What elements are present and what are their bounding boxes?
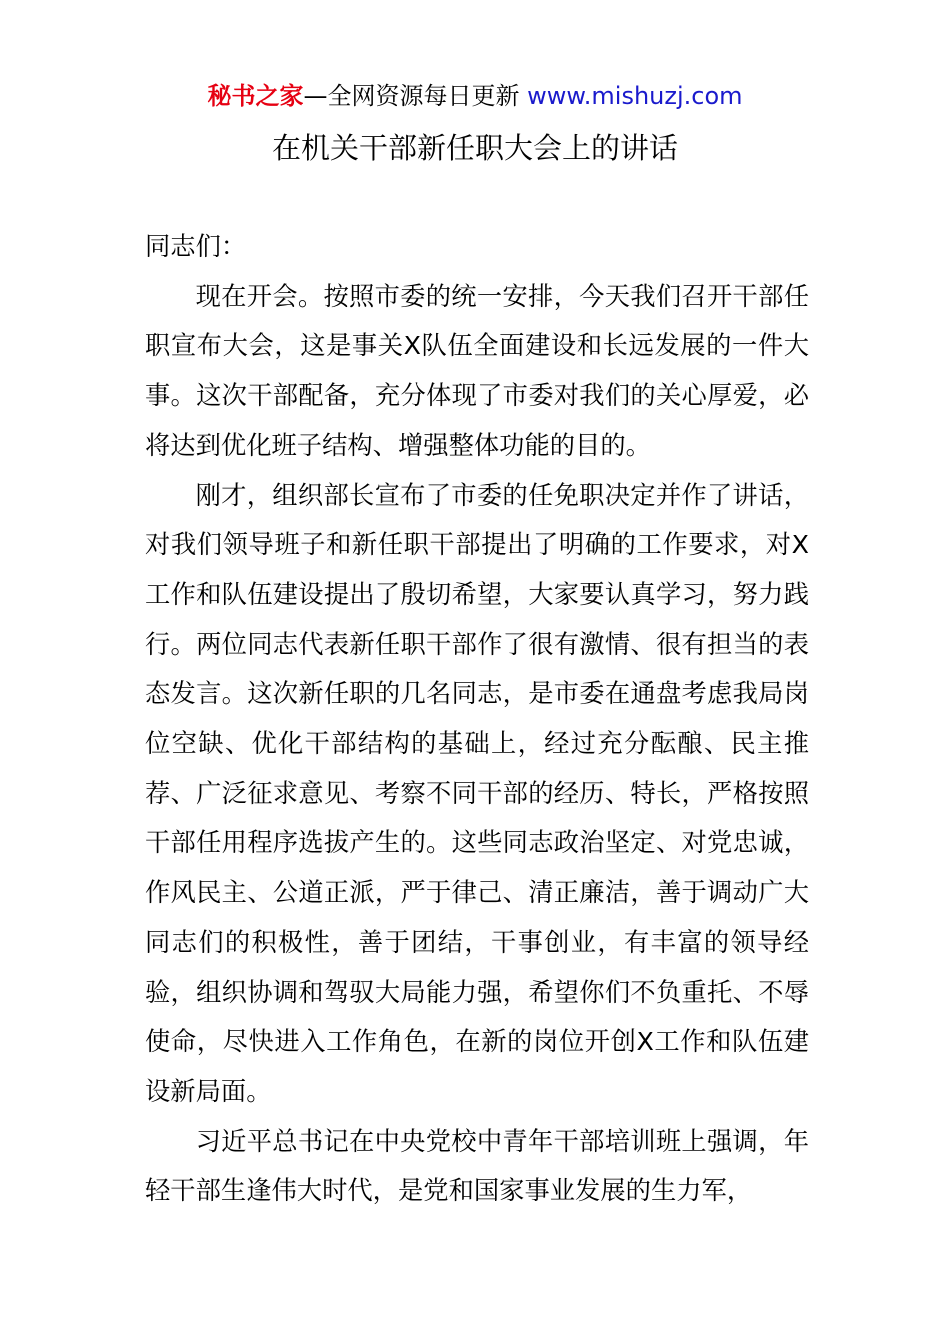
site-header [0,80,950,112]
paragraph-1: 现在开会。按照市委的统一安排，今天我们召开干部任职宣布大会，这是事关X队伍全面建设和长远发展的一件大事。这次干部配备，充分体现了市委对我们的关心厚爱，必将达到优化班子结构、增强整体功能的目的。 [145,281,809,460]
paragraph-3: 习近平总书记在中央党校中青年干部培训班上强调，年轻干部生逢伟大时代，是党和国家事业发展的生力军， [145,1126,809,1206]
site-url-link[interactable]: www.mishuzj.com [527,82,743,110]
header-tagline: —全网资源每日更新 [303,82,528,110]
brand-name: 秘书之家 [207,82,304,110]
document-title: 在机关干部新任职大会上的讲话 [271,131,678,165]
salutation: 同志们： [145,232,247,261]
document-body [145,222,809,1216]
paragraph-2: 刚才，组织部长宣布了市委的任免职决定并作了讲话，对我们领导班子和新任职干部提出了明确的工作要求，对X工作和队伍建设提出了殷切希望，大家要认真学习，努力践行。两位同志代表新任职干部作了很有激情、很有担当的表态发言。这次新任职的几名同志，是市委在通盘考虑我局岗位空缺、优化干部结构的基础上，经过充分酝酿、民主推荐、广泛征求意见、考察不同干部的经历、特长，严格按照干部任用程序选拔产生的。这些同志政治坚定、对党忠诚，作风民主、公道正派，严于律己、清正廉洁，善于调动广大同志们的积极性，善于团结，干事创业，有丰富的领导经验，组织协调和驾驭大局能力强，希望你们不负重托、不辱使命，尽快进入工作角色，在新的岗位开创X工作和队伍建设新局面。 [145,480,809,1106]
